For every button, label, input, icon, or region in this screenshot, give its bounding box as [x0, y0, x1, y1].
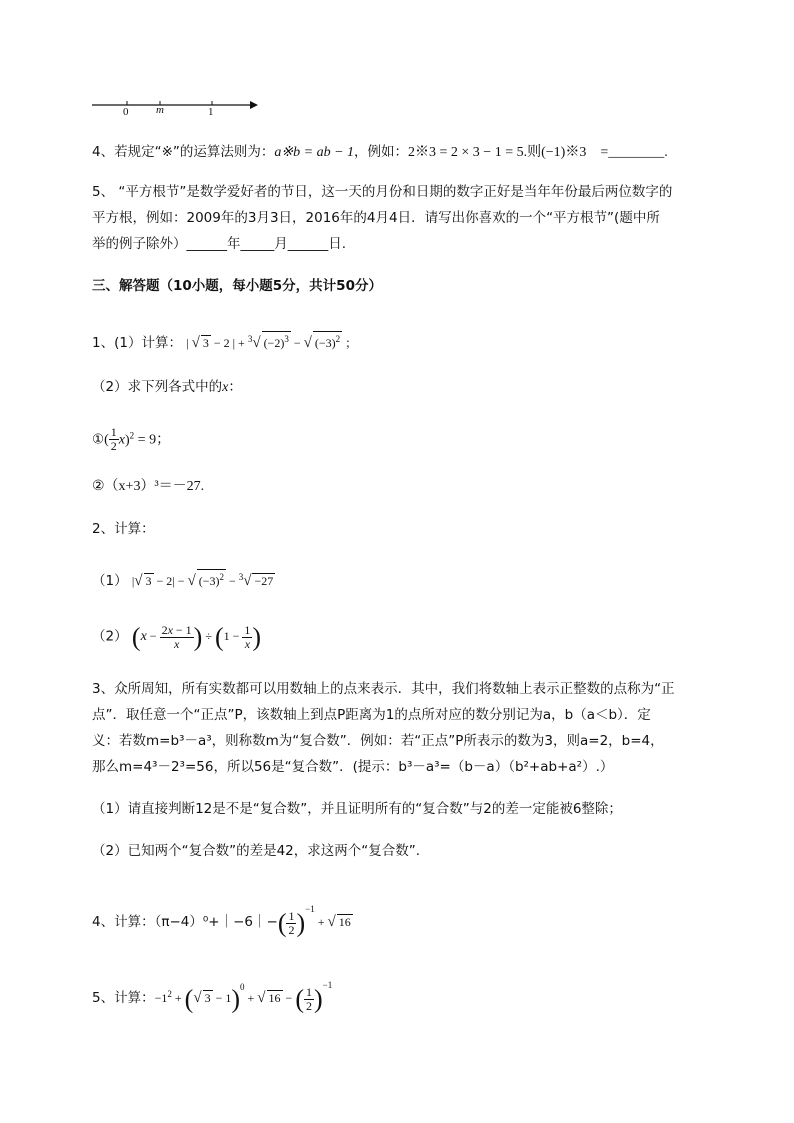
problem-2-1-label: （1） [92, 573, 128, 589]
problem-5 [92, 976, 332, 1013]
q4-text: 4、若规定“※”的运算法则为： [92, 144, 275, 160]
problem-1-2 [92, 378, 242, 397]
number-line [90, 95, 260, 125]
problem-3-line1: 3、众所周知，所有实数都可以用数轴上的点来表示．其中，我们将数轴上表示正整数的点称为“正 [92, 681, 675, 697]
numberline-label-0: 0 [123, 106, 129, 118]
problem-1-2-colon: ： [228, 379, 242, 395]
problem-2-2-label: （2） [92, 628, 128, 645]
fill-blank-q5-line2: 平方根，例如：2009年的3月3日，2016年的4月4日．请写出你喜欢的一个“平方根节”(题中所 [92, 210, 660, 226]
problem-2-2 [92, 624, 261, 651]
q4-example-lead: ，例如： [354, 144, 409, 160]
q4-example: 2※3 = 2 × 3 − 1 = 5. [408, 145, 528, 160]
fill-blank-q5-line3[interactable]: 举的例子除外）______年_____月______日. [92, 236, 347, 252]
numberline-label-1: 1 [208, 106, 214, 118]
problem-4-expression: ( $\frac{1}{2}$ )$^{-1}$ + √ 16 [277, 904, 351, 938]
fill-blank-q4 [92, 143, 668, 162]
problem-1-eq1: ①( $\frac{1}{2}$ x)$^2$ = 9； [92, 425, 171, 454]
problem-1-2-var: x [222, 380, 229, 395]
q4-answer-blank[interactable]: =________. [600, 145, 668, 160]
problem-2-label: 2、计算： [92, 521, 155, 537]
problem-1-1-label: 1、(1）计算： [92, 335, 182, 351]
problem-4 [92, 900, 353, 937]
eq1-label: ① [92, 431, 105, 448]
q4-rule: a※b = ab − 1 [274, 145, 355, 160]
numberline-label-m: m [156, 104, 164, 116]
one-half-fraction: $\frac{1}{2}$ [110, 425, 117, 454]
eq1-rest: = 9； [137, 432, 171, 448]
problem-5-label: 5、计算： [92, 990, 155, 1006]
problem-3-line2: 点”．取任意一个“正点”P，该数轴上到点P距离为1的点所对应的数分别记为a，b（a＜b）．定 [92, 707, 651, 723]
problem-3-line3: 义：若数m=b³－a³，则称数m为“复合数”．例如：若“正点”P所表示的数为3，则a=2，b=4， [92, 733, 664, 749]
problem-4-label: 4、计算：（π−4）⁰+｜−6｜− [92, 914, 278, 930]
problem-2-1 [92, 568, 275, 590]
fill-blank-q5-line1: 5、 “平方根节”是数学爱好者的节日，这一天的月份和日期的数字正好是当年年份最后两位数字的 [92, 184, 673, 200]
problem-5-expression: $-1^2$ + (√ 3 − 1)$^0$ + √ 16 − ( $\frac{1}{2}$ )$^{-1}$ [154, 980, 333, 1014]
problem-3-question-1: （1）请直接判断12是不是“复合数”，并且证明所有的“复合数”与2的差一定能被6整除； [92, 801, 622, 817]
problem-2-2-expression: (x − $\frac{2x - 1}{x}$ ) ÷ (1 − $\frac{1}{x}$ ) [131, 622, 262, 652]
problem-1-eq2: ②（x+3）³＝－27. [92, 479, 205, 494]
problem-3-question-2: （2）已知两个“复合数”的差是42，求这两个“复合数”. [92, 843, 421, 859]
problem-1-1 [92, 330, 357, 352]
problem-1-1-expression: | √ 3 − 2 | + $^3$√ $(-2)^3$ − √ $(-3)^2$ ； [186, 336, 357, 350]
problem-1-2-label: （2）求下列各式中的 [92, 379, 223, 395]
section-heading: 三、解答题（10小题，每小题5分，共计50分） [92, 278, 382, 294]
q4-question: 则(−1)※3 [527, 145, 587, 160]
problem-2-1-expression: |√ 3 − 2| − √ $(-3)^2 - ^3√ -27$ [132, 574, 275, 588]
problem-3-line4: 那么m=4³－2³=56，所以56是“复合数”．(提示：b³－a³=（b－a）（b²+ab+a²）.） [92, 759, 614, 775]
